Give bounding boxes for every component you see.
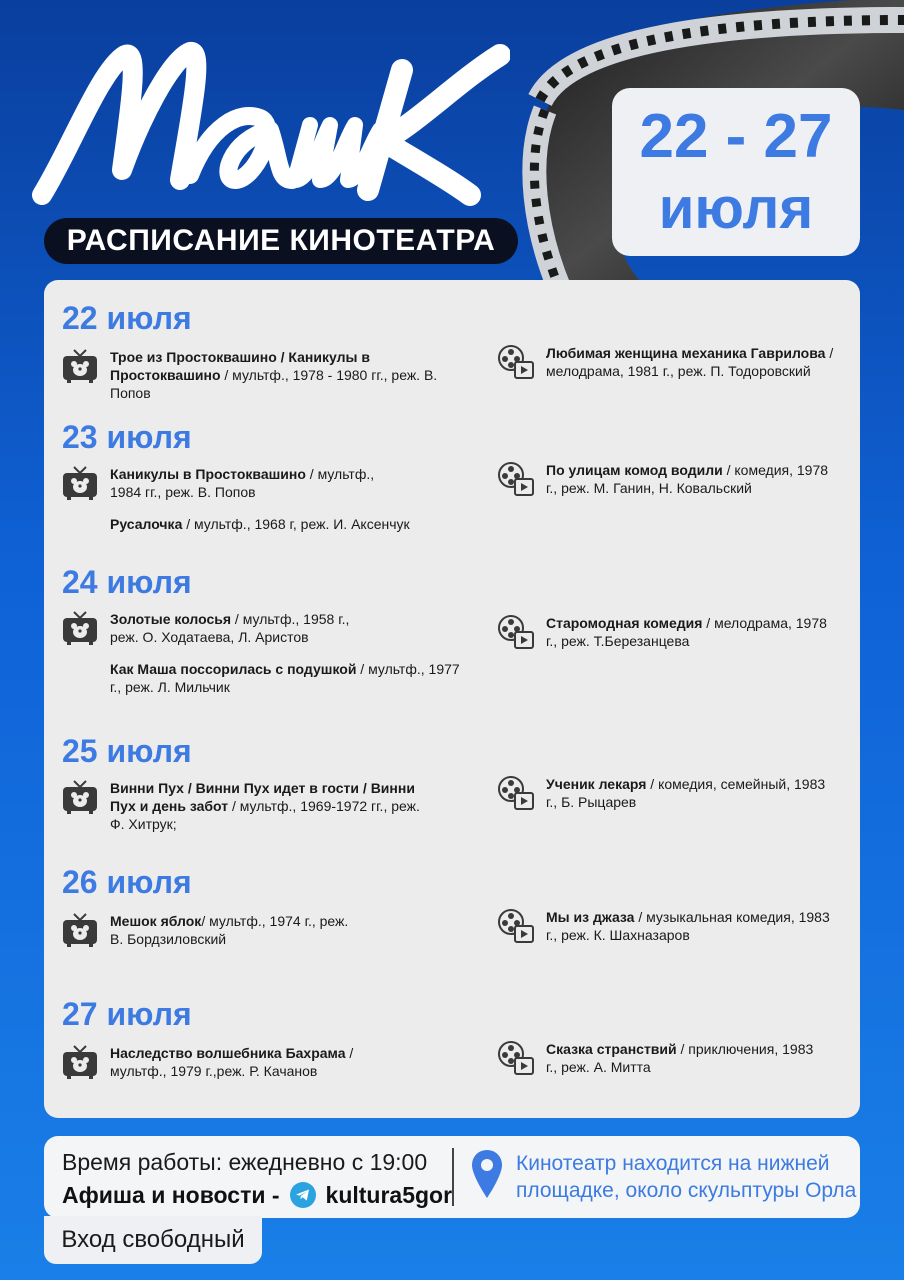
list-item	[62, 912, 362, 948]
movie-info: / мультф., 1974 г., реж. В. Бордзиловский	[110, 913, 349, 947]
movie-title: Каникулы в Простоквашино	[110, 466, 306, 482]
list-item	[498, 461, 838, 497]
list-item	[110, 660, 470, 696]
logo-lettering	[30, 30, 510, 215]
movie-info: / мультф., 1969-1972 гг., реж. Ф. Хитрук;	[110, 798, 420, 832]
movie-title: Как Маша поссорилась с подушкой	[110, 661, 357, 677]
list-item	[498, 614, 838, 650]
film-projector-icon	[498, 1041, 534, 1075]
movie-info: / мультф., 1977 г., реж. Л. Мильчик	[110, 661, 460, 695]
movie-info: / комедия, 1978 г., реж. М. Ганин, Н. Ковальский	[546, 462, 829, 496]
tv-icon	[62, 349, 98, 383]
date-month: июля	[658, 176, 814, 241]
movie-title: Сказка странствий	[546, 1041, 677, 1057]
info-box	[44, 1136, 860, 1218]
tv-icon	[62, 611, 98, 645]
movie-info: / музыкальная комедия, 1983 г., реж. К. Шахназаров	[546, 909, 830, 943]
film-projector-icon	[498, 462, 534, 496]
movie-info: / мультф., 1979 г.,реж. Р. Качанов	[110, 1045, 354, 1079]
movie-info: / мультф., 1968 г, реж. И. Аксенчук	[182, 516, 410, 532]
movie-title: Старомодная комедия	[546, 615, 703, 631]
day-title: 27 июля	[62, 996, 192, 1032]
movie-info: / мелодрама, 1978 г., реж. Т.Березанцева	[546, 615, 827, 649]
telegram-icon	[290, 1182, 316, 1208]
day-title: 26 июля	[62, 864, 192, 900]
free-entry-badge: Вход свободный	[44, 1216, 262, 1264]
movie-info: / комедия, семейный, 1983 г., Б. Рыцарев	[546, 776, 826, 810]
location-text	[516, 1150, 856, 1204]
movie-info: / мультф., 1984 гг., реж. В. Попов	[110, 466, 375, 500]
day-title: 24 июля	[62, 564, 192, 600]
movie-title: По улицам комод водили	[546, 462, 723, 478]
list-item	[62, 779, 422, 833]
movie-title: Винни Пух / Винни Пух идет в гости / Винни Пух и день забот	[110, 780, 415, 814]
movie-info: / мультф., 1958 г., реж. О. Ходатаева, Л. Аристов	[110, 611, 350, 645]
location-pin-icon	[472, 1150, 502, 1198]
film-projector-icon	[498, 909, 534, 943]
logo	[30, 30, 510, 215]
list-item	[498, 1040, 818, 1076]
tv-icon	[62, 466, 98, 500]
info-left	[62, 1148, 452, 1210]
day-title: 25 июля	[62, 733, 192, 769]
film-projector-icon	[498, 345, 534, 379]
movie-title: Мешок яблок	[110, 913, 202, 929]
list-item	[62, 1044, 382, 1080]
tv-icon	[62, 913, 98, 947]
movie-title: Наследство волшебника Бахрама	[110, 1045, 346, 1061]
movie-info: / мультф., 1978 - 1980 гг., реж. В. Попов	[110, 367, 438, 401]
location-line: Кинотеатр находится на нижней	[516, 1152, 830, 1175]
movie-title: Золотые колосья	[110, 611, 232, 627]
date-range: 22 - 27	[639, 102, 833, 171]
list-item	[498, 908, 838, 944]
channel-link[interactable]: kultura5gor	[325, 1182, 453, 1208]
subtitle-bar: РАСПИСАНИЕ КИНОТЕАТРА	[44, 218, 518, 264]
divider	[452, 1148, 454, 1206]
movie-title: Любимая женщина механика Гаврилова	[546, 345, 826, 361]
work-time: Время работы: ежедневно с 19:00	[62, 1149, 428, 1175]
movie-title: Мы из джаза	[546, 909, 635, 925]
film-projector-icon	[498, 615, 534, 649]
movie-title: Русалочка	[110, 516, 183, 532]
movie-info: / мелодрама, 1981 г., реж. П. Тодоровский	[546, 345, 834, 379]
date-box	[612, 88, 860, 256]
tv-icon	[62, 1045, 98, 1079]
list-item	[62, 348, 472, 402]
tv-icon	[62, 780, 98, 814]
location-line: площадке, около скульптуры Орла	[516, 1179, 857, 1202]
day-title: 22 июля	[62, 300, 192, 336]
list-item	[62, 465, 402, 501]
schedule-card	[44, 280, 860, 1118]
list-item	[498, 344, 838, 380]
news-label: Афиша и новости -	[62, 1182, 280, 1208]
list-item	[62, 610, 362, 646]
film-projector-icon	[498, 776, 534, 810]
day-title: 23 июля	[62, 419, 192, 455]
list-item	[498, 775, 838, 811]
list-item	[110, 515, 470, 533]
news-line	[62, 1180, 452, 1210]
movie-info: / приключения, 1983 г., реж. А. Митта	[546, 1041, 814, 1075]
movie-title: Трое из Простоквашино / Каникулы в Простоквашино	[110, 349, 370, 383]
movie-title: Ученик лекаря	[546, 776, 647, 792]
